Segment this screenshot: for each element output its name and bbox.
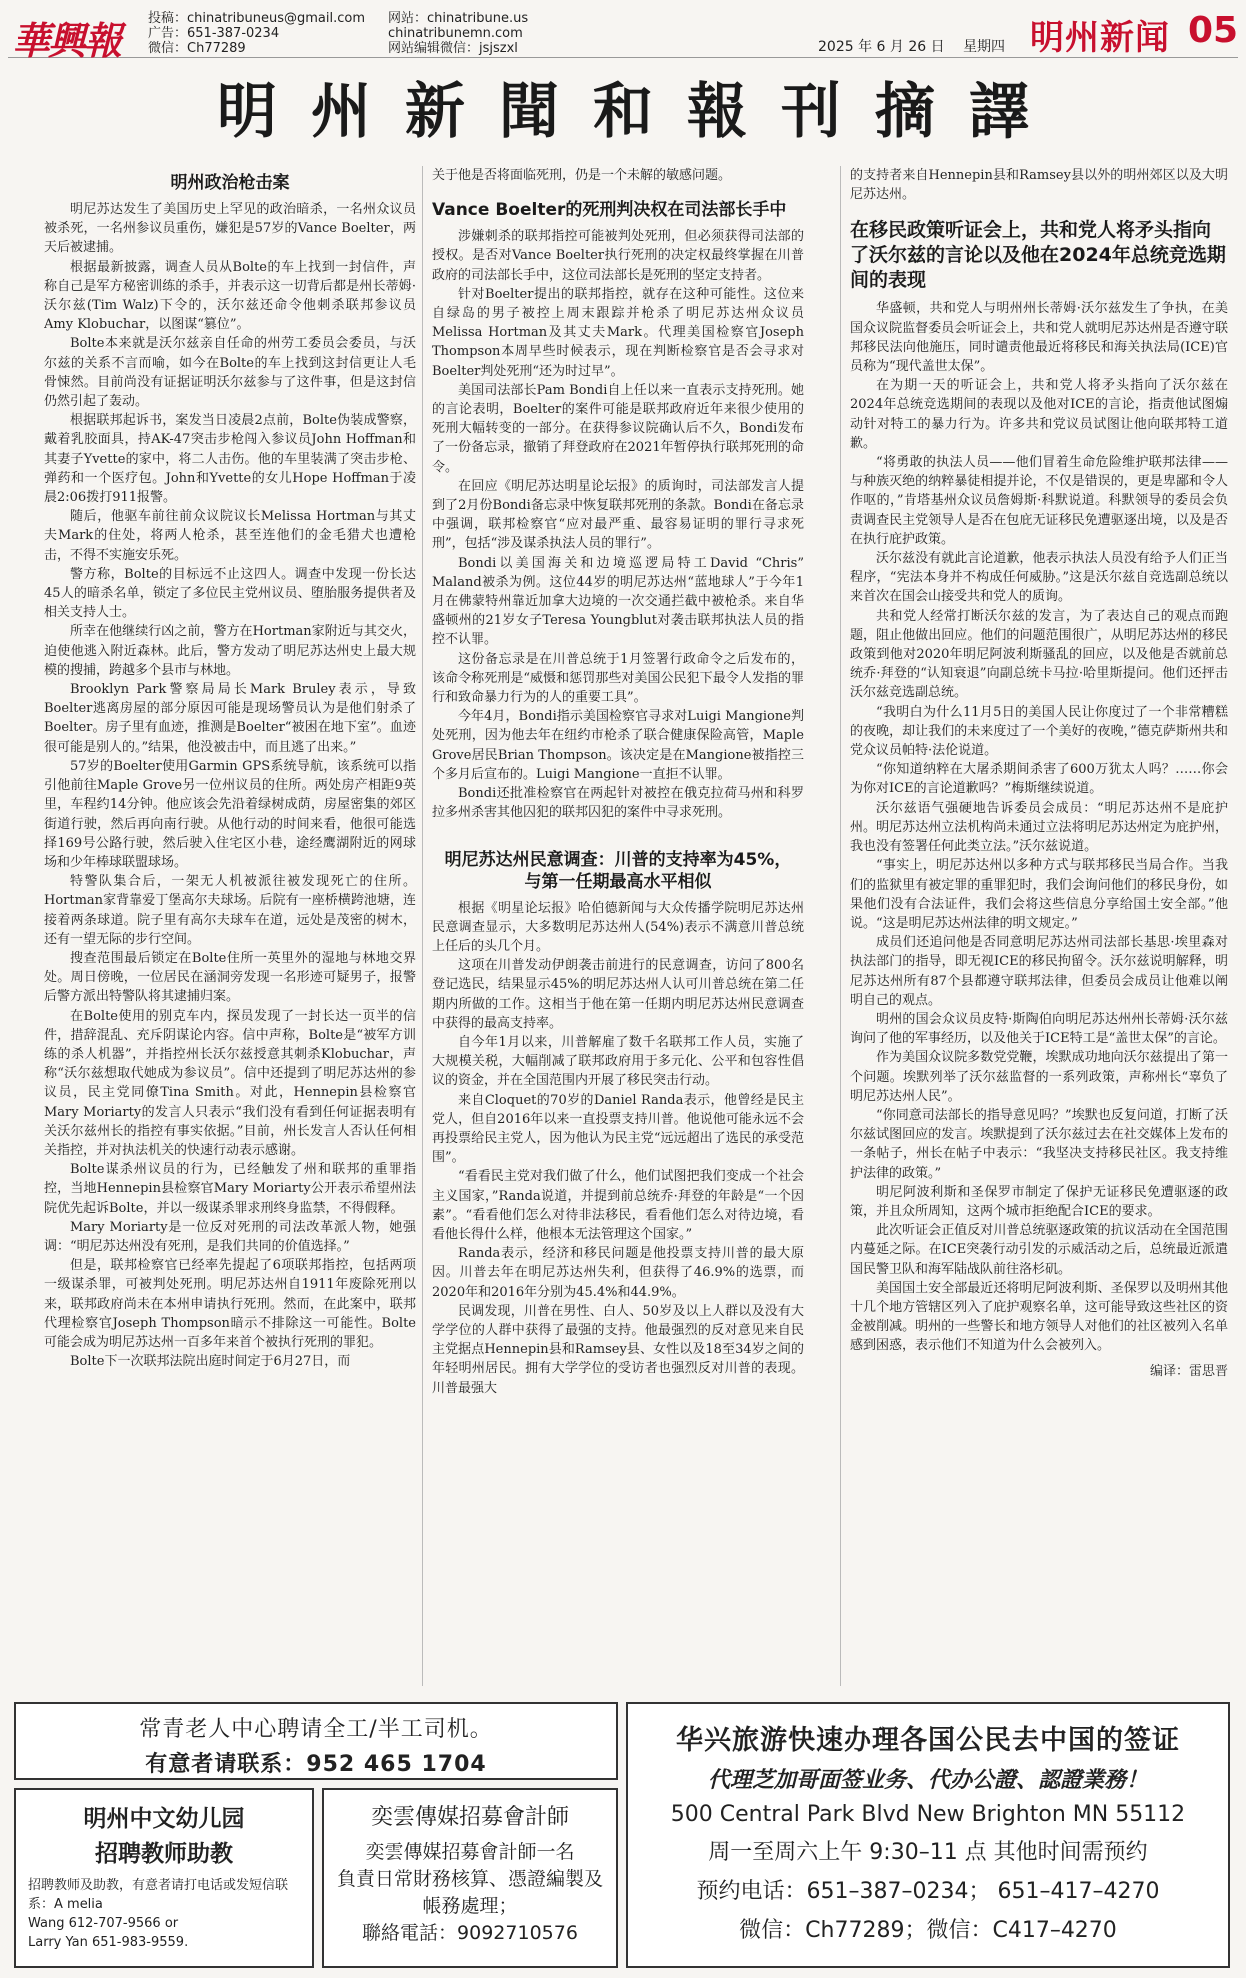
website-editor-wechat: 网站编辑微信：jsjszxl [388,41,518,56]
paragraph: 沃尔兹没有就此言论道歉，他表示执法人员没有给予人们正当程序，“宪法本身并不构成任何威胁。”这是沃尔兹自竞选副总统以来首次在国会山接受共和党人的质询。 [850,551,1228,605]
paragraph: “你知道纳粹在大屠杀期间杀害了600万犹太人吗？……你会为你对ICE的言论道歉吗？”梅斯继续说道。 [850,762,1228,797]
ad2-line1: 明州中文幼儿园 [83,1806,245,1832]
paragraph: 此次听证会正值反对川普总统驱逐政策的抗议活动在全国范围内蔓延之际。在ICE突袭行动引发的示威活动之后，总统最近派遣国民警卫队和海军陆战队前往洛杉矶。 [850,1223,1228,1277]
website-2: chinatribunemn.com [388,26,523,41]
paragraph: 针对Boelter提出的联邦指控，就存在这种可能性。这位来自绿岛的男子被控上周末跟踪并枪杀了明尼苏达州众议员Melissa Hortman及其丈夫Mark。代理美国检察官Joseph Thompson本周早些时候表示，现在判断检察官是否会寻求对Boelter判处死刑“还为时过早”。 [432,286,804,379]
paragraph: 在Bolte使用的别克车内，探员发现了一封长达一页半的信件，措辞混乱、充斥阴谋论内容。信中声称，Bolte是“被军方训练的杀人机器”，并指控州长沃尔兹授意其刺杀Klobuchar，声称“沃尔兹想取代她成为参议员”。信中还提到了明尼苏达州的参议员，民主党同僚Tina Smith。对此，Hennepin县检察官Mary Moriarty的发言人只表示“我们没有看到任何证据表明有关沃尔兹州长的指控有事实依据。”目前，州长发言人否认任何相关指控，并对执法机关的快速行动表示感谢。 [44,1008,416,1158]
wechat-id: 微信：Ch77289 [148,41,246,56]
paragraph: 所幸在他继续行凶之前，警方在Hortman家附近与其交火，迫使他逃入附近森林。此后，警方发动了明尼苏达州史上最大规模的搜捕，跨越多个县市与林地。 [44,624,416,678]
paragraph: Bolte本来就是沃尔兹亲自任命的州劳工委员会委员，与沃尔兹的关系不言而喻，如今在Bolte的车上找到这封信更让人毛骨悚然。目前尚没有证据证明沃尔兹参与了这件事，但是这封信仍然引起了轰动。 [44,336,416,410]
paragraph: “事实上，明尼苏达州以多种方式与联邦移民当局合作。当我们的监狱里有被定罪的重罪犯时，我们会询问他们的移民身份，如果他们没有合法证件，我们会将这些信息分享给国土安全部。”他说。“这是明尼苏达州法律的明文规定。” [850,858,1228,931]
column-divider [840,166,841,1686]
date-text: 2025 年 6 月 26 日 [818,39,945,55]
paragraph: 57岁的Boelter使用Garmin GPS系统导航，该系统可以指引他前往Maple Grove另一位州议员的住所。两处房产相距9英里，车程约14分钟。他应该会先沿着绿树成荫，房屋密集的郊区街道行驶，然后再向南行驶。从他行动的时间来看，他很可能选择169号公路行驶，然后驶入住宅区小巷，途经鹰湖附近的网球场和少年棒球联盟球场。 [44,758,416,870]
paragraph: 沃尔兹语气强硬地告诉委员会成员：“明尼苏达州不是庇护州。明尼苏达州立法机构尚未通过立法将明尼苏达州定为庇护州，我也没有签署任何此类立法。”沃尔兹说道。 [850,800,1228,855]
ad3-body-line: 奕雲傳媒招募會計師一名 [365,1841,575,1863]
paragraph: 自今年1月以来，川普解雇了数千名联邦工作人员，实施了大规模关税，大幅削减了联邦政府用于多元化、公平和包容性倡议的资金，并在全国范围内开展了移民突击行动。 [432,1034,804,1089]
paragraph: 明州的国会众议员皮特·斯陶伯向明尼苏达州州长蒂姆·沃尔兹询问了他的军事经历，以及他关于ICE特工是“盖世太保”的言论。 [850,1011,1228,1047]
paragraph: Bondi还批准检察官在两起针对被控在俄克拉荷马州和科罗拉多州杀害其他囚犯的联邦囚犯的案件中寻求死刑。 [432,786,804,821]
paragraph: 在为期一天的听证会上，共和党人将矛头指向了沃尔兹在2024年总统竞选期间的表现以及他对ICE的言论，指责他试图煽动针对特工的暴力行为。许多共和党议员试图让他向联邦特工道歉。 [850,378,1228,451]
ad2-detail-line: 招聘教师及助教，有意者请打电话或发短信联系：A melia [28,1878,289,1912]
paragraph: Bolte谋杀州议员的行为，已经触发了州和联邦的重罪指控，当地Hennepin县检察官Mary Moriarty公开表示希望州法院优先起诉Bolte，并以一级谋杀罪求刑终身监禁，不得假释。 [44,1162,416,1216]
contact-info-right [388,11,528,56]
paragraph: Randa表示，经济和移民问题是他投票支持川普的最大原因。川普去年在明尼苏达州失利，但获得了46.9%的选票，而2020年和2016年分别为45.4%和44.9%。 [432,1246,804,1300]
paragraph: 今年4月，Bondi指示美国检察官寻求对Luigi Mangione判处死刑，因为他去年在纽约市枪杀了联合健康保险高管，Maple Grove居民Brian Thompson。该决定是在Mangione被指控三个多月后宣布的。Luigi Mangione一直拒不认罪。 [432,709,804,782]
paragraph: Mary Moriarty是一位反对死刑的司法改革派人物，她强调：“明尼苏达州没有死刑，是我们共同的价值选择。” [44,1219,416,1254]
paragraph: 特警队集合后，一架无人机被派往被发现死亡的住所。Hortman家背靠爱丁堡高尔夫球场。后院有一座桥横跨池塘，连接着两条球道。院子里有高尔夫球车在道，远处是茂密的树木，还有一望无际的步行空间。 [44,874,416,947]
column-2 [432,166,804,1696]
paragraph: “我明白为什么11月5日的美国人民让你度过了一个非常糟糕的夜晚，却让我们的未来度过了一个美好的夜晚，”德克萨斯州共和党众议员帕特·法伦说道。 [850,704,1228,759]
issue-date [818,36,1019,56]
paragraph: 根据联邦起诉书，案发当日凌晨2点前，Bolte伪装成警察，戴着乳胶面具，持AK-47突击步枪闯入参议员John Hoffman和其妻子Yvette的家中，将二人击伤。他的车里装满了突击步枪、弹药和一个医疗包。John和Yvette的女儿Hope Hoffman于凌晨2:06拨打911报警。 [44,413,416,506]
paragraph: 涉嫌刺杀的联邦指控可能被判处死刑，但必须获得司法部的授权。是否对Vance Boelter执行死刑的决定权最终掌握在川普政府的司法部长手中，这位司法部长是死刑的坚定支持者。 [432,229,804,283]
article-4-byline: 编译：雷思晋 [1149,1363,1228,1379]
paragraph: 明尼阿波利斯和圣保罗市制定了保护无证移民免遭驱逐的政策，并且众所周知，这两个城市拒绝配合ICE的要求。 [850,1184,1228,1219]
ad4-address: 500 Central Park Blvd New Brighton MN 55112 [670,1802,1186,1827]
submission-email: 投稿：chinatribuneus@gmail.com [148,11,366,26]
weekday-text: 星期四 [963,39,1006,55]
ad-chinese-kindergarten [14,1788,314,1968]
article-4-headline: 在移民政策听证会上，共和党人将矛头指向了沃尔兹的言论以及他在2024年总统竞选期间的表现 [850,219,1226,292]
paragraph: 这项在川普发动伊朗袭击前进行的民意调查，访问了800名登记选民，结果显示45%的明尼苏达州人认可川普总统在第二任期内所做的工作。这相当于他在第一任期内明尼苏达州民意调查中获得的最高支持率。 [432,958,804,1031]
ad4-wechat: 微信：Ch77289；微信：C417–4270 [739,1918,1117,1943]
paragraph: 随后，他驱车前往前众议院议长Melissa Hortman与其丈夫Mark的住处，将两人枪杀，甚至连他们的金毛猎犬也遭枪击，不得不实施安乐死。 [44,509,416,563]
paragraph: 根据最新披露，调查人员从Bolte的车上找到一封信件，声称自己是军方秘密训练的杀手，并表示这一切背后都是州长蒂姆·沃尔兹(Tim Walz)下令的，沃尔兹还命令他刺杀联邦参议员Amy Klobuchar，以图谋“篡位”。 [44,259,416,333]
article-3-headline-line1: 明尼苏达州民意调查：川普的支持率为45%， [444,849,792,870]
paragraph: 成员们还追问他是否同意明尼苏达州司法部长基思·埃里森对执法部门的指导，即无视ICE的移民拘留令。沃尔兹说明解释，明尼苏达州所有87个县都遵守联邦法律，但委员会成员让他难以阐明自己的观点。 [850,935,1228,1008]
article-3-body [432,899,804,1398]
article-3-headline-line2: 与第一任期最高水平相似 [524,871,712,892]
paragraph: Bolte下一次联邦法院出庭时间定于6月27日，而 [70,1354,351,1370]
newspaper-page [8,6,1238,1972]
paragraph: 民调发现，川普在男性、白人、50岁及以上人群以及没有大学学位的人群中获得了最强的支持。他最强烈的反对意见来自民主党据点Hennepin县和Ramsey县、女性以及18至34岁之间的年轻明州居民。拥有大学学位的受访者也强烈反对川普的表现。川普最强大 [432,1303,804,1396]
paragraph: 搜查范围最后锁定在Bolte住所一英里外的湿地与林地交界处。周日傍晚，一位居民在涵洞旁发现一名形迹可疑男子，报警后警方派出特警队将其逮捕归案。 [44,950,416,1005]
column-3 [850,166,1228,1696]
ad2-detail-line: Wang 612-707-9566 or [28,1916,179,1931]
website-1: 网站：chinatribune.us [388,11,529,26]
paragraph: 作为美国众议院多数党党鞭，埃默成功地向沃尔兹提出了第一个问题。埃默列举了沃尔兹监督的一系列政策，声称州长“辜负了明尼苏达州人民”。 [850,1050,1228,1104]
newspaper-logo: 華興報 [12,18,121,63]
ad4-hours: 周一至周六上午 9:30–11 点 其他时间需预约 [708,1840,1148,1865]
paragraph: 在回应《明尼苏达明星论坛报》的质询时，司法部发言人提到了2月份Bondi备忘录中恢复联邦死刑的条款。Bondi在备忘录中强调，联邦检察官“应对最严重、最容易证明的罪行寻求死刑”，包括“涉及谋杀执法人员的罪行”。 [432,478,804,552]
ad1-line2: 有意者请联系：952 465 1704 [145,1752,487,1777]
paragraph: “将勇敢的执法人员——他们冒着生命危险维护联邦法律——与种族灭绝的纳粹暴徒相提并论，不仅是错误的，更是卑鄙和令人作呕的，”肯塔基州众议员詹姆斯·科默说道。科默领导的委员会负责调查民主党领导人是否在包庇无证移民免遭驱逐出境，以及是否在执行庇护政策。 [850,455,1228,547]
ad2-line2: 招聘教师助教 [95,1841,233,1867]
page-number: 05 [1188,10,1239,51]
masthead [8,6,1239,63]
paragraph: 警方称，Bolte的目标远不止这四人。调查中发现一份长达45人的暗杀名单，锁定了多位民主党州议员、堕胎服务提供者及相关支持人士。 [44,566,416,621]
paragraph: 美国国土安全部最近还将明尼阿波利斯、圣保罗以及明州其他十几个地方管辖区列入了庇护观察名单，这可能导致这些社区的资金被削减。明州的一些警长和地方领导人对他们的社区被列入名单感到困惑，表示他们不知道为什么会被列入。 [850,1280,1228,1354]
paragraph: 华盛顿，共和党人与明州州长蒂姆·沃尔兹发生了争执，在美国众议院监督委员会听证会上，共和党人就明尼苏达州是否遵守联邦移民法向他施压，同时谴责他最近将移民和海关执法局(ICE)官员称为“现代盖世太保”。 [850,301,1228,375]
page-banner: 明州新聞和報刊摘譯 [217,77,1063,147]
paragraph: 根据《明星论坛报》哈伯德新闻与大众传播学院明尼苏达州民意调查显示，大多数明尼苏达州人(54%)表示不满意川普总统上任后的头几个月。 [432,900,804,954]
ad4-line2: 代理芝加哥面签业务、代办公證、認證業務！ [707,1768,1148,1793]
paragraph: 这份备忘录是在川普总统于1月签署行政命令之后发布的，该命令称死刑是“威慑和惩罚那些对美国公民犯下最令人发指的罪行和致命暴力行为的人的重要工具”。 [432,651,804,706]
ad3-body-line: 帳務處理； [422,1895,518,1917]
ad-huaxing-travel [626,1702,1230,1968]
ad2-details [16,1868,312,1952]
ad3-line1: 奕雲傳媒招募會計師 [370,1805,569,1830]
ad-evergreen-senior-center [14,1702,618,1780]
article-2-body [432,227,804,822]
paragraph: 来自Cloquet的70岁的Daniel Randa表示，他曾经是民主党人，但自2016年以来一直投票支持川普。他说他可能永远不会再投票给民主党人，因为他认为民主党“远远超出了选民的承受范围”。 [432,1092,804,1166]
article-1-continued: 关于他是否将面临死刑，仍是一个未解的敏感问题。 [432,168,732,183]
ad3-body [324,1839,616,1947]
paragraph: 美国司法部长Pam Bondi自上任以来一直表示支持死刑。她的言论表明，Boelter的案件可能是联邦政府近年来很少使用的死刑大幅转变的一部分。在获得参议院确认后不久，Bondi发布了一份备忘录，撤销了拜登政府在2021年暂停执行联邦死刑的命令。 [432,382,804,475]
section-title: 明州新闻 [1030,18,1170,58]
ad3-body-line: 負責日常財務核算、憑證編製及 [336,1868,603,1890]
ad4-line1: 华兴旅游快速办理各国公民去中国的签证 [676,1725,1180,1756]
article-2-headline: Vance Boelter的死刑判决权在司法部长手中 [432,200,787,221]
ad2-detail-line: Larry Yan 651-983-9559. [28,1935,189,1950]
column-1 [44,166,416,1696]
ad4-phones: 预约电话：651–387–0234； 651–417–4270 [696,1879,1160,1904]
article-1-headline: 明州政治枪击案 [170,173,290,193]
paragraph: Bondi以美国海关和边境巡逻局特工David “Chris” Maland被杀为例。这位44岁的明尼苏达州“蓝地球人”于今年1月在佛蒙特州靠近加拿大边境的一次交通拦截中被枪杀。来自华盛顿州的21岁女子Teresa Youngblut对袭击联邦执法人员的指控不认罪。 [432,555,804,648]
paragraph: 但是，联邦检察官已经率先提起了6项联邦指控，包括两项一级谋杀罪，可被判处死刑。明尼苏达州自1911年废除死刑以来，联邦政府尚未在本州申请执行死刑。然而，在此案中，联邦代理检察官Joseph Thompson暗示不排除这一可能性。Bolte可能会成为明尼苏达州一百多年来首个被执行死刑的罪犯。 [44,1258,416,1350]
article-1-body [44,200,416,1371]
article-4-body [850,299,1228,1355]
ad-phone: 广告：651-387-0234 [148,26,280,41]
ad1-line1: 常青老人中心聘请全工/半工司机。 [139,1717,493,1742]
paragraph: 共和党人经常打断沃尔兹的发言，为了表达自己的观点而跑题，阻止他做出回应。他们的问题范围很广，从明尼苏达州的移民政策到他对2020年明尼阿波利斯骚乱的回应，以及他是否就前总统乔·拜登的“认知衰退”向副总统卡马拉·哈里斯提问。他们还抨击沃尔兹竞选副总统。 [850,608,1228,701]
ad-yiyun-media [322,1788,618,1968]
paragraph: Brooklyn Park警察局局长Mark Bruley表示，导致Boelter逃离房屋的部分原因可能是现场警员认为是他们射杀了Boelter。房子里有血迹，推测是Boelter“被困在地下室”。血迹很可能是别人的。”结果，他没被击中，而且逃了出来。” [44,682,416,755]
column-divider [422,166,423,1686]
paragraph: 明尼苏达发生了美国历史上罕见的政治暗杀，一名州众议员被杀死，一名州参议员重伤，嫌犯是57岁的Vance Boelter，两天后被逮捕。 [44,202,416,256]
paragraph: “看看民主党对我们做了什么，他们试图把我们变成一个社会主义国家，”Randa说道，并提到前总统乔·拜登的年龄是“一个因素”。“看看他们怎么对待非法移民，看看他们怎么对待边境，看看他长得什么样，他根本无法管理这个国家。” [432,1169,804,1242]
ad3-body-line: 聯絡電話：9092710576 [362,1922,578,1944]
paragraph: “你同意司法部长的指导意见吗？”埃默也反复问道，打断了沃尔兹试图回应的发言。埃默提到了沃尔兹过去在社交媒体上发布的一条帖子，州长在帖子中表示：“我坚决支持移民社区。我支持维护法律的政策。” [850,1107,1228,1181]
article-3-continued: 的支持者来自Hennepin县和Ramsey县以外的明州郊区以及大明尼苏达州。 [850,168,1228,203]
contact-info-left [148,11,365,56]
